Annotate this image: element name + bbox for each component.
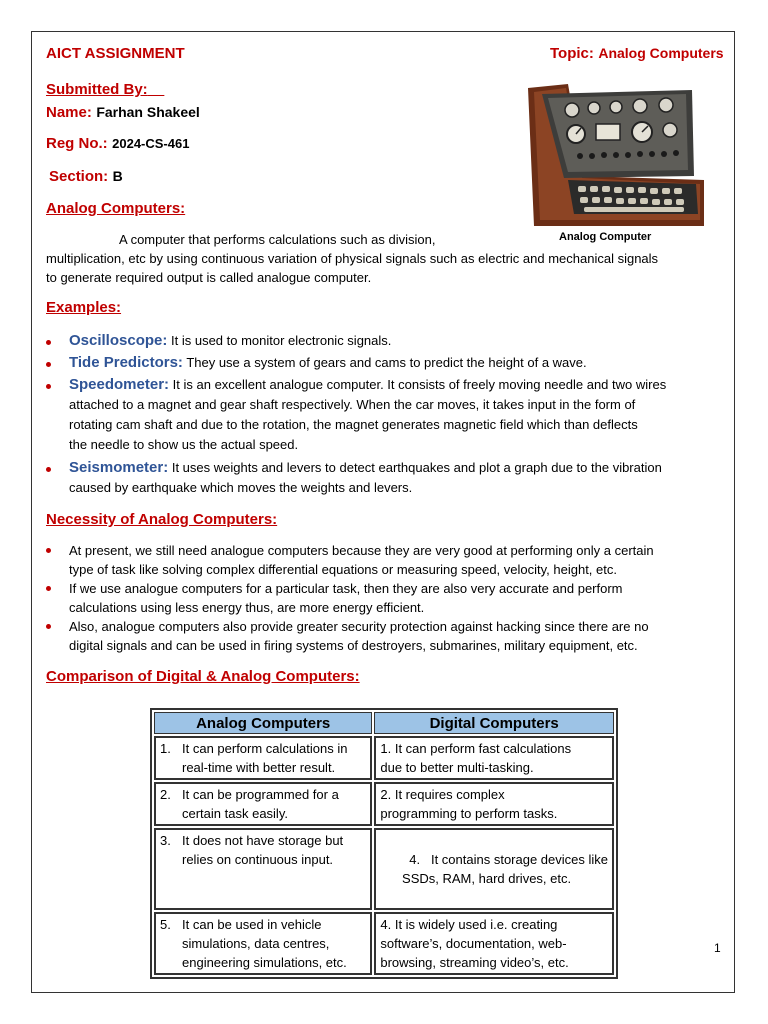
cell-line: software’s, documentation, web- [380, 936, 567, 951]
reg-line [46, 135, 189, 153]
cell-line: 1. It can perform fast calculations [380, 741, 572, 756]
analog-cell [154, 828, 372, 910]
bullet-icon [46, 340, 51, 345]
cell-line: programming to perform tasks. [380, 806, 558, 821]
cell-line: It can be programmed for a [182, 787, 339, 802]
cell-line: relies on continuous input. [182, 852, 334, 867]
examples-list [46, 331, 726, 498]
cell-line: real-time with better result. [182, 760, 336, 775]
name-label: Name: [46, 104, 92, 121]
example-term: Tide Predictors: [69, 354, 183, 371]
item-number: 5. [160, 917, 171, 932]
necessity-text: calculations using less energy thus, are more energy efficient. [69, 600, 425, 615]
cell-line: engineering simulations, etc. [182, 955, 347, 970]
item-number: 2. [160, 787, 171, 802]
necessity-text: At present, we still need analogue computers because they are very good at performing only a certain [69, 543, 654, 558]
example-text: It uses weights and levers to detect earthquakes and plot a graph due to the vibration [171, 460, 662, 475]
cell-line: due to better multi-tasking. [380, 760, 534, 775]
necessity-item [46, 617, 726, 655]
bullet-icon [46, 362, 51, 367]
item-number: 3. [160, 833, 171, 848]
example-text: It is used to monitor electronic signals. [171, 333, 392, 348]
name-value: Farhan Shakeel [96, 104, 200, 120]
page-number: 1 [714, 941, 721, 955]
necessity-text: Also, analogue computers also provide greater security protection against hacking since there are no [69, 619, 649, 634]
analog-heading: Analog Computers: [46, 200, 186, 217]
section-label: Section: [49, 168, 109, 185]
topic-label: Topic: [550, 45, 594, 62]
topic [550, 45, 724, 63]
example-item [46, 353, 726, 375]
example-text: the needle to show us the actual speed. [69, 437, 299, 452]
necessity-text: type of task like solving complex differential equations or measuring speed, velocity, height, etc. [69, 562, 617, 577]
examples-heading: Examples: [46, 299, 122, 316]
cell-line: browsing, streaming video’s, etc. [380, 955, 569, 970]
example-text: They use a system of gears and cams to predict the height of a wave. [186, 355, 587, 370]
section-line [49, 168, 123, 186]
analog-definition-line3: to generate required output is called analogue computer. [46, 270, 372, 285]
digital-cell [374, 912, 614, 975]
cell-line: 4. It is widely used i.e. creating [380, 917, 558, 932]
topic-value: Analog Computers [598, 45, 724, 61]
submitted-by-label: Submitted By: [46, 81, 148, 98]
cell-line: SSDs, RAM, hard drives, etc. [380, 871, 572, 886]
section-value: B [112, 168, 123, 184]
cell-line: certain task easily. [182, 806, 288, 821]
col-header-digital: Digital Computers [374, 712, 614, 734]
table-row [154, 828, 614, 910]
assignment-title: AICT ASSIGNMENT [46, 45, 185, 62]
cell-line: It can be used in vehicle [182, 917, 322, 932]
necessity-item [46, 541, 726, 579]
item-number: 1. [160, 741, 171, 756]
example-term: Speedometer: [69, 376, 170, 393]
name-line [46, 104, 200, 122]
example-term: Oscilloscope: [69, 332, 168, 349]
cell-line: It does not have storage but [182, 833, 344, 848]
analog-cell [154, 912, 372, 975]
comparison-table [150, 708, 618, 979]
analog-definition-line2: multiplication, etc by using continuous variation of physical signals such as electric and mechanical signals [46, 251, 659, 266]
necessity-text: digital signals and can be used in firing systems of destroyers, submarines, military equipment, etc. [69, 638, 638, 653]
example-item [46, 458, 726, 498]
example-term: Seismometer: [69, 459, 169, 476]
digital-cell [374, 828, 614, 910]
bullet-icon [46, 586, 51, 591]
comparison-heading: Comparison of Digital & Analog Computers: [46, 668, 360, 685]
bullet-icon [46, 384, 51, 389]
analog-cell [154, 782, 372, 826]
table-header-row [154, 712, 614, 734]
example-item [46, 331, 726, 353]
reg-value: 2024-CS-461 [112, 136, 190, 151]
example-text: It is an excellent analogue computer. It consists of freely moving needle and two wires [172, 377, 667, 392]
example-item [46, 375, 726, 455]
col-header-analog: Analog Computers [154, 712, 372, 734]
analog-definition-line1: A computer that performs calculations such as division, [119, 232, 436, 247]
necessity-list [46, 541, 726, 655]
cell-line: 4. It contains storage devices like [409, 852, 608, 867]
bullet-icon [46, 467, 51, 472]
bullet-icon [46, 548, 51, 553]
table-row [154, 912, 614, 975]
analog-computer-image [524, 80, 708, 228]
bullet-icon [46, 624, 51, 629]
table-row [154, 736, 614, 780]
image-caption: Analog Computer [559, 231, 652, 243]
necessity-item [46, 579, 726, 617]
necessity-text: If we use analogue computers for a particular task, then they are also very accurate and perform [69, 581, 623, 596]
table-row [154, 782, 614, 826]
cell-line: simulations, data centres, [182, 936, 330, 951]
analog-cell [154, 736, 372, 780]
necessity-heading: Necessity of Analog Computers: [46, 511, 278, 528]
cell-line: It can perform calculations in [182, 741, 348, 756]
example-text: rotating cam shaft and due to the rotation, the magnet generates magnetic field which than deflects [69, 417, 638, 432]
digital-cell [374, 782, 614, 826]
example-text: caused by earthquake which moves the weights and levers. [69, 480, 413, 495]
reg-label: Reg No.: [46, 135, 108, 152]
cell-line: 2. It requires complex [380, 787, 505, 802]
example-text: attached to a magnet and gear shaft respectively. When the car moves, it takes input in the form of [69, 397, 636, 412]
digital-cell [374, 736, 614, 780]
